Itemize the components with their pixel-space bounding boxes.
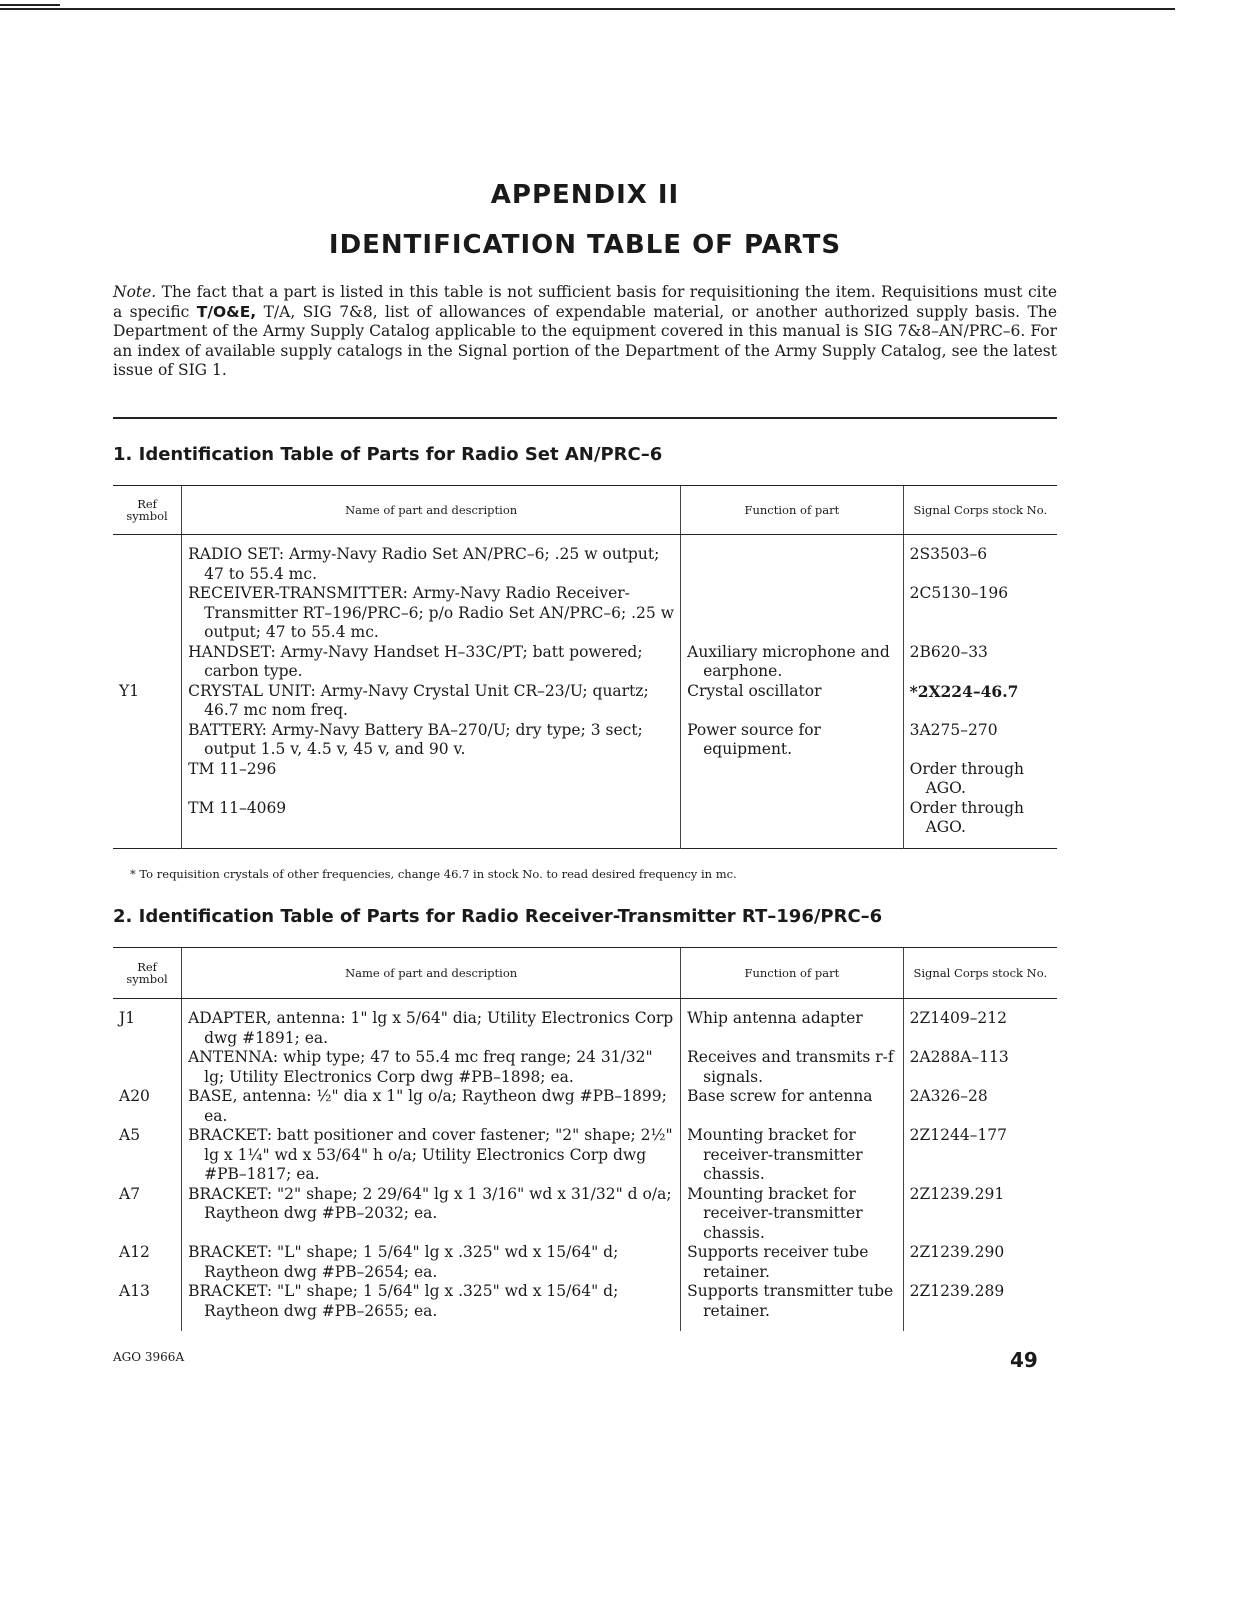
cell-ref: J1 (119, 1009, 136, 1027)
cell-ref (113, 799, 182, 849)
cell-function: Supports receiver tube retainer. (681, 1243, 903, 1282)
cell-function: Supports transmitter tube retainer. (681, 1282, 903, 1331)
cell-function: Power source for equipment. (681, 721, 903, 760)
cell-ref: A7 (119, 1184, 141, 1203)
cell-ref (113, 643, 182, 682)
cell-name: ANTENNA: whip type; 47 to 55.4 mc freq range; 24 31/32" lg; Utility Electronics Corp dwg #PB–1898; ea. (182, 1048, 681, 1087)
page-number: 49 (1010, 1348, 1038, 1372)
col-header-name: Name of part and description (182, 948, 681, 999)
section-divider (113, 417, 1057, 419)
cell-ref: A20 (119, 1087, 150, 1105)
cell-name: RECEIVER-TRANSMITTER: Army-Navy Radio Receiver-Transmitter RT–196/PRC–6; p/o Radio Set AN/PRC–6; .25 w output; 47 to 55.4 mc. (182, 584, 681, 643)
cell-function: Receives and transmits r-f signals. (681, 1048, 903, 1087)
note-bold: T/O&E, (196, 302, 257, 321)
cell-function (681, 760, 903, 799)
note-text-b: T/A, SIG 7&8, list of allowances of expendable material, or another authorized supply basis. The Department of the Army Supply Catalog applicable to the equipment covered in this manual is SIG 7&8–AN/PRC–6. For an index of available supply catalogs in the Signal portion of the Department of the Army Supply Catalog, see the latest issue of SIG 1. (113, 302, 1057, 379)
cell-name: CRYSTAL UNIT: Army-Navy Crystal Unit CR–23/U; quartz; 46.7 mc nom freq. (182, 682, 681, 721)
cell-ref: A5 (119, 1126, 141, 1144)
col-header-ref: Ref symbol (113, 948, 182, 999)
col-header-function: Function of part (681, 486, 903, 535)
cell-function: Whip antenna adapter (681, 999, 903, 1049)
cell-name: BRACKET: batt positioner and cover fastener; "2" shape; 2½" lg x 1¼" wd x 53/64" h o/a; Utility Electronics Corp dwg #PB–1817; ea. (182, 1126, 681, 1185)
cell-stock: 2Z1239.291 (903, 1185, 1057, 1244)
parts-table-2 (113, 947, 1057, 1331)
cell-stock: 2A326–28 (903, 1087, 1057, 1126)
col-header-stock: Signal Corps stock No. (903, 948, 1057, 999)
footer-code: AGO 3966A (113, 1350, 185, 1364)
cell-name: BRACKET: "L" shape; 1 5/64" lg x .325" wd x 15/64" d; Raytheon dwg #PB–2655; ea. (182, 1282, 681, 1331)
table-row (113, 1048, 1057, 1087)
table-row (113, 643, 1057, 682)
table-row (113, 1185, 1057, 1244)
cell-function: Crystal oscillator (681, 682, 903, 721)
cell-ref (113, 721, 182, 760)
cell-function (681, 799, 903, 849)
cell-function (681, 535, 903, 585)
table-row (113, 721, 1057, 760)
page-title: IDENTIFICATION TABLE OF PARTS (328, 230, 842, 260)
cell-stock: 3A275–270 (903, 721, 1057, 760)
top-rule-short (0, 4, 60, 6)
table-row (113, 1126, 1057, 1185)
cell-name: BASE, antenna: ½" dia x 1" lg o/a; Raytheon dwg #PB–1899; ea. (182, 1087, 681, 1126)
table-row (113, 584, 1057, 643)
section2-title: 2. Identification Table of Parts for Radio Receiver-Transmitter RT–196/PRC–6 (113, 906, 883, 927)
cell-name: RADIO SET: Army-Navy Radio Set AN/PRC–6; .25 w output; 47 to 55.4 mc. (182, 535, 681, 585)
table-body-2 (113, 999, 1057, 1332)
cell-function (681, 584, 903, 643)
table-row (113, 760, 1057, 799)
cell-stock: 2Z1239.290 (903, 1243, 1057, 1282)
col-header-name: Name of part and description (182, 486, 681, 535)
cell-stock: 2B620–33 (903, 643, 1057, 682)
table-row (113, 1087, 1057, 1126)
cell-stock: *2X224–46.7 (903, 682, 1057, 721)
cell-name: BATTERY: Army-Navy Battery BA–270/U; dry type; 3 sect; output 1.5 v, 4.5 v, 45 v, and 90 v. (182, 721, 681, 760)
col-header-function: Function of part (681, 948, 903, 999)
cell-ref (113, 535, 182, 585)
cell-ref (113, 760, 182, 799)
cell-stock: 2Z1409–212 (903, 999, 1057, 1049)
table-row (113, 1243, 1057, 1282)
cell-stock: 2C5130–196 (903, 584, 1057, 643)
cell-function: Auxiliary microphone and earphone. (681, 643, 903, 682)
cell-ref: Y1 (119, 681, 140, 700)
cell-ref: A13 (119, 1282, 150, 1300)
table-row (113, 1282, 1057, 1331)
cell-name: BRACKET: "L" shape; 1 5/64" lg x .325" wd x 15/64" d; Raytheon dwg #PB–2654; ea. (182, 1243, 681, 1282)
cell-ref (113, 1048, 182, 1087)
top-rule (0, 8, 1175, 10)
col-header-stock: Signal Corps stock No. (903, 486, 1057, 535)
cell-stock: 2Z1244–177 (903, 1126, 1057, 1185)
cell-stock: Order through AGO. (903, 799, 1057, 849)
note-paragraph (113, 283, 1057, 381)
table-header-row (113, 486, 1057, 535)
note-lead: Note. (113, 283, 157, 301)
cell-function: Mounting bracket for receiver-transmitter chassis. (681, 1126, 903, 1185)
section1-title: 1. Identification Table of Parts for Radio Set AN/PRC–6 (113, 444, 663, 465)
table-header-row (113, 948, 1057, 999)
table-row (113, 535, 1057, 585)
note-text-a: The fact that a part is listed in this table is not sufficient basis for requisitioning the item. Requisitions must cite a specific (113, 283, 1057, 321)
table-body-1 (113, 535, 1057, 849)
cell-name: TM 11–4069 (182, 799, 681, 849)
table-row (113, 682, 1057, 721)
cell-function: Base screw for antenna (681, 1087, 903, 1126)
cell-stock: 2A288A–113 (903, 1048, 1057, 1087)
table-row (113, 799, 1057, 849)
cell-name: TM 11–296 (182, 760, 681, 799)
appendix-heading: APPENDIX II (490, 180, 680, 210)
cell-ref: A12 (119, 1243, 150, 1261)
cell-stock: Order through AGO. (903, 760, 1057, 799)
cell-ref (113, 584, 182, 643)
table-row (113, 999, 1057, 1049)
cell-stock: 2S3503–6 (903, 535, 1057, 585)
parts-table-1 (113, 485, 1057, 849)
col-header-ref: Ref symbol (113, 486, 182, 535)
cell-name: BRACKET: "2" shape; 2 29/64" lg x 1 3/16" wd x 31/32" d o/a; Raytheon dwg #PB–2032; ea. (182, 1185, 681, 1244)
cell-name: ADAPTER, antenna: 1" lg x 5/64" dia; Utility Electronics Corp dwg #1891; ea. (182, 999, 681, 1049)
cell-name: HANDSET: Army-Navy Handset H–33C/PT; batt powered; carbon type. (182, 643, 681, 682)
cell-stock: 2Z1239.289 (903, 1282, 1057, 1331)
footnote: * To requisition crystals of other frequencies, change 46.7 in stock No. to read desired frequency in mc. (130, 867, 737, 881)
cell-function: Mounting bracket for receiver-transmitter chassis. (681, 1185, 903, 1244)
